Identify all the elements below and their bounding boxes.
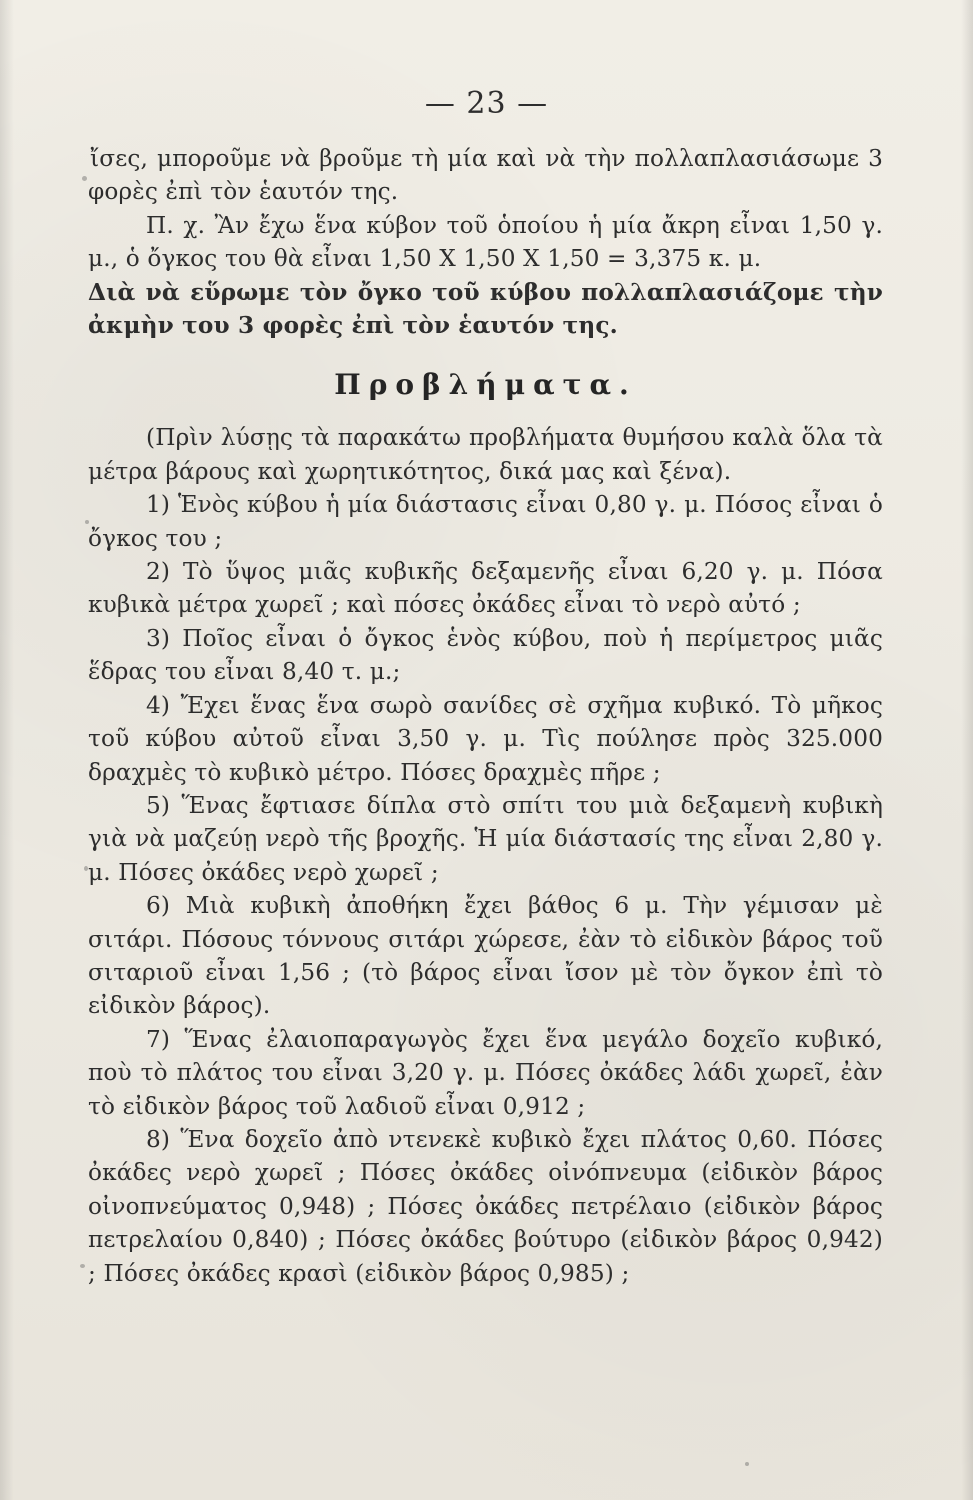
intro-paragraph-1: ἴσες, μποροῦμε νὰ βροῦμε τὴ μία καὶ νὰ τὴν πολλαπλασιάσωμε 3 φορὲς ἐπὶ τὸν ἑαυτόν της. — [88, 145, 883, 206]
page-right-edge — [961, 0, 973, 1500]
problem-4: 4) Ἔχει ἕνας ἕνα σωρὸ σανίδες σὲ σχῆμα κυβικό. Τὸ μῆκος τοῦ κύβου αὐτοῦ εἶναι 3,50 γ. μ. Τὶς πούλησε πρὸς 325.000 δραχμὲς τὸ κυβικὸ μέτρο. Πόσες δραχμὲς πῆρε ; — [88, 691, 883, 786]
intro-paragraph-3: Διὰ νὰ εὕρωμε τὸν ὄγκο τοῦ κύβου πολλαπλασιάζομε τὴν ἀκμὴν του 3 φορὲς ἐπὶ τὸν ἑαυτόν της. — [88, 278, 883, 340]
page-left-edge — [0, 0, 14, 1500]
print-speck — [82, 176, 87, 181]
problem-5: 5) Ἕνας ἔφτιασε δίπλα στὸ σπίτι του μιὰ δεξαμενὴ κυβικὴ γιὰ νὰ μαζεύῃ νερὸ τῆς βροχῆς. Ἡ μία διάστασίς της εἶναι 2,80 γ. μ. Πόσες ὀκάδες νερὸ χωρεῖ ; — [88, 791, 883, 886]
problem-3: 3) Ποῖος εἶναι ὁ ὄγκος ἑνὸς κύβου, ποὺ ἡ περίμετρος μιᾶς ἕδρας του εἶναι 8,40 τ. μ.; — [88, 624, 883, 686]
page-number: — 23 — — [424, 86, 549, 121]
problem-7: 7) Ἕνας ἐλαιοπαραγωγὸς ἔχει ἕνα μεγάλο δοχεῖο κυβικό, ποὺ τὸ πλάτος του εἶναι 3,20 γ. μ. Πόσες ὀκάδες λάδι χωρεῖ, ἐὰν τὸ εἰδικὸν βάρος τοῦ λαδιοῦ εἶναι 0,912 ; — [88, 1025, 883, 1120]
problems-instruction: (Πρὶν λύσῃς τὰ παρακάτω προβλήματα θυμήσου καλὰ ὅλα τὰ μέτρα βάρους καὶ χωρητικότητος, δικά μας καὶ ξένα). — [88, 424, 883, 485]
problem-2: 2) Τὸ ὕψος μιᾶς κυβικῆς δεξαμενῆς εἶναι 6,20 γ. μ. Πόσα κυβικὰ μέτρα χωρεῖ ; καὶ πόσες ὀκάδες εἶναι τὸ νερὸ αὐτό ; — [88, 558, 883, 619]
document-content — [88, 142, 883, 1467]
problem-8: 8) Ἕνα δοχεῖο ἀπὸ ντενεκὲ κυβικὸ ἔχει πλάτος 0,60. Πόσες ὀκάδες νερὸ χωρεῖ ; Πόσες ὀκάδες οἰνόπνευμα (εἰδικὸν βάρος οἰνοπνεύματος 0,948) ; Πόσες ὀκάδες πετρέλαιο (εἰδικὸν βάρος πετρελαίου 0,840) ; Πόσες ὀκάδες βούτυρο (εἰδικὸν βάρος 0,942) ; Πόσες ὀκάδες κρασὶ (εἰδικὸν βάρος 0,985) ; — [88, 1125, 883, 1287]
intro-paragraph-2: Π. χ. Ἂν ἔχω ἕνα κύβον τοῦ ὁποίου ἡ μία ἄκρη εἶναι 1,50 γ. μ., ὁ ὄγκος του θὰ εἶναι 1,50 Χ 1,50 Χ 1,50 = 3,375 κ. μ. — [88, 211, 883, 273]
print-speck — [80, 1264, 85, 1268]
problem-6: 6) Μιὰ κυβικὴ ἀποθήκη ἔχει βάθος 6 μ. Τὴν γέμισαν μὲ σιτάρι. Πόσους τόννους σιτάρι χώρεσε, ἐὰν τὸ εἰδικὸν βάρος τοῦ σιταριοῦ εἶναι 1,56 ; (τὸ βάρος εἶναι ἴσον μὲ τὸν ὄγκον ἐπὶ τὸ εἰδικὸν βάρος). — [88, 892, 883, 1020]
print-speck — [84, 866, 88, 871]
problems-heading: Προβλήματα. — [334, 368, 637, 402]
print-speck — [745, 1462, 749, 1466]
problem-1: 1) Ἑνὸς κύβου ἡ μία διάστασις εἶναι 0,80 γ. μ. Πόσος εἶναι ὁ ὄγκος του ; — [88, 491, 883, 552]
print-speck — [85, 520, 89, 524]
